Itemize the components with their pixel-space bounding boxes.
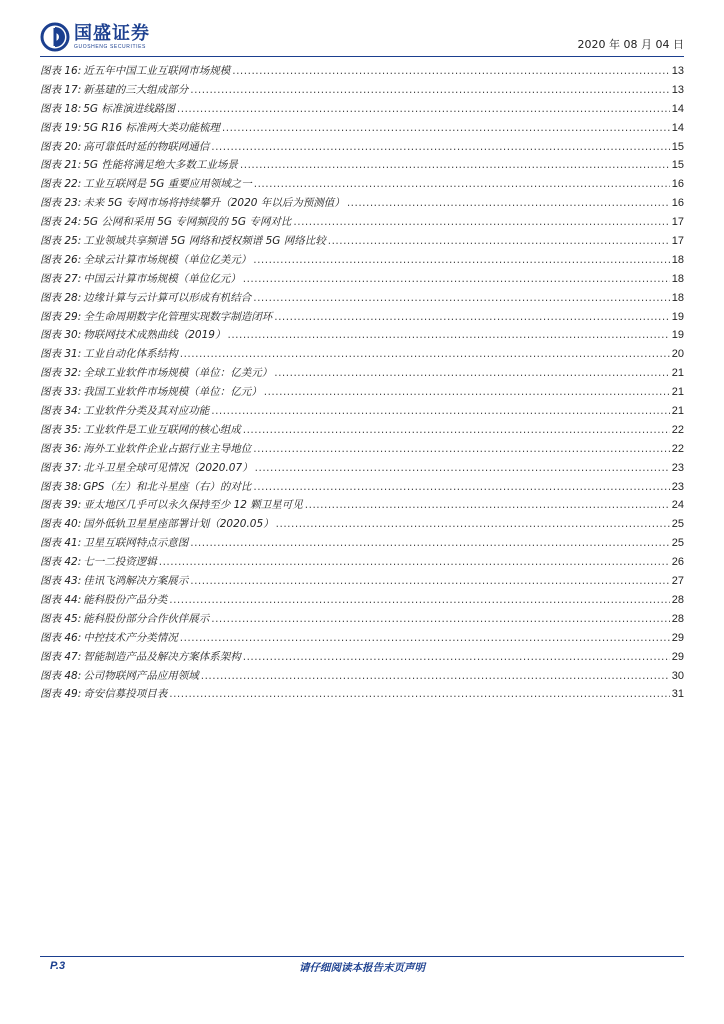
dot-leader [190, 534, 670, 553]
figure-list-item[interactable] [40, 515, 684, 534]
figure-list-item[interactable] [40, 175, 684, 194]
figure-list-item[interactable] [40, 459, 684, 478]
figure-title: 佳讯飞鸿解决方案展示 [83, 575, 189, 588]
figure-page-number: 21 [671, 386, 684, 399]
figure-list-item[interactable] [40, 364, 684, 383]
figure-list-item[interactable] [40, 383, 684, 402]
brand-logo [40, 22, 150, 52]
figure-title: 未来 5G 专网市场将持续攀升（2020 年以后为预测值） [83, 197, 345, 210]
figure-title: 工业软件是工业互联网的核心组成 [83, 423, 241, 436]
figure-list-item[interactable] [40, 667, 684, 686]
figure-title: 亚太地区几乎可以永久保持至少 12 颗卫星可见 [83, 499, 303, 512]
figure-title: 全球云计算市场规模（单位亿美元） [83, 253, 252, 266]
figure-list-item[interactable] [40, 289, 684, 308]
figure-page-number: 13 [671, 83, 684, 96]
figure-number: 图表 41: [40, 537, 82, 550]
figure-title: 卫星互联网特点示意图 [83, 537, 189, 550]
figure-number: 图表 44: [40, 593, 82, 606]
figure-list-item[interactable] [40, 629, 684, 648]
dot-leader [253, 289, 670, 308]
figure-page-number: 18 [671, 291, 684, 304]
figure-list-item[interactable] [40, 534, 684, 553]
figure-page-number: 19 [671, 329, 684, 342]
figure-number: 图表 24: [40, 216, 82, 229]
dot-leader [254, 175, 670, 194]
figure-number: 图表 34: [40, 405, 82, 418]
figure-number: 图表 32: [40, 367, 82, 380]
figure-number: 图表 21: [40, 159, 82, 172]
dot-leader [253, 440, 670, 459]
figure-page-number: 26 [671, 556, 684, 569]
figure-number: 图表 37: [40, 461, 82, 474]
dot-leader [211, 138, 670, 157]
figure-page-number: 22 [671, 423, 684, 436]
figure-list-item[interactable] [40, 194, 684, 213]
header-divider [40, 56, 684, 57]
figure-title: 中国云计算市场规模（单位亿元） [83, 272, 241, 285]
dot-leader [253, 251, 670, 270]
figure-page-number: 15 [671, 140, 684, 153]
figure-page-number: 13 [671, 65, 684, 77]
dot-leader [180, 629, 670, 648]
figure-number: 图表 23: [40, 197, 82, 210]
figure-number: 图表 29: [40, 310, 82, 323]
figure-page-number: 18 [671, 253, 684, 266]
dot-leader [180, 345, 670, 364]
figure-page-number: 19 [671, 310, 684, 323]
figure-page-number: 22 [671, 442, 684, 455]
figure-page-number: 16 [671, 178, 684, 191]
figure-page-number: 29 [671, 631, 684, 644]
figure-list-item[interactable] [40, 478, 684, 497]
figure-title: 国外低轨卫星星座部署计划（2020.05） [83, 518, 274, 531]
footer-divider [40, 956, 684, 957]
figure-list-item[interactable] [40, 270, 684, 289]
figure-number: 图表 40: [40, 518, 82, 531]
dot-leader [347, 194, 670, 213]
figure-title: 全球工业软件市场规模（单位：亿美元） [83, 367, 273, 380]
figure-title: 七一二投资逻辑 [83, 556, 157, 569]
figure-page-number: 29 [671, 650, 684, 663]
dot-leader [211, 402, 670, 421]
figure-number: 图表 45: [40, 612, 82, 625]
figure-number: 图表 39: [40, 499, 82, 512]
figure-number: 图表 25: [40, 235, 82, 248]
figure-number: 图表 20: [40, 140, 82, 153]
figure-number: 图表 19: [40, 121, 82, 134]
dot-leader [274, 364, 670, 383]
figure-number: 图表 28: [40, 291, 82, 304]
dot-leader [201, 667, 670, 686]
figure-number: 图表 42: [40, 556, 82, 569]
figure-list-item[interactable] [40, 685, 684, 704]
figure-page-number: 20 [671, 348, 684, 361]
figure-page-number: 21 [671, 367, 684, 380]
figure-page-number: 23 [671, 461, 684, 474]
figure-title: 物联网技术成熟曲线（2019） [83, 329, 226, 342]
figure-number: 图表 46: [40, 631, 82, 644]
figure-number: 图表 18: [40, 102, 82, 115]
figure-list-item[interactable] [40, 81, 684, 100]
figure-page-number: 28 [671, 612, 684, 625]
figure-title: 5G 性能将满足绝大多数工业场景 [83, 159, 238, 172]
figure-page-number: 31 [671, 688, 684, 701]
dot-leader [222, 119, 670, 138]
figure-title: 5G R16 标准两大类功能梳理 [83, 121, 220, 134]
figure-page-number: 23 [671, 480, 684, 493]
figure-title: 高可靠低时延的物联网通信 [83, 140, 210, 153]
figure-title: 全生命周期数字化管理实现数字制造闭环 [83, 310, 273, 323]
disclaimer-note: 请仔细阅读本报告末页声明 [299, 962, 425, 974]
dot-leader [274, 308, 670, 327]
dot-leader [159, 553, 670, 572]
figure-list-item[interactable] [40, 440, 684, 459]
figure-number: 图表 48: [40, 669, 82, 682]
figure-title: 新基建的三大组成部分 [83, 83, 189, 96]
report-date: 2020 年 08 月 04 日 [577, 38, 684, 51]
figure-title: 5G 公网和采用 5G 专网频段的 5G 专网对比 [83, 216, 292, 229]
dot-leader [169, 685, 670, 704]
figure-page-number: 27 [671, 575, 684, 588]
figure-list-item[interactable] [40, 553, 684, 572]
figure-list-item[interactable] [40, 591, 684, 610]
figure-list-item[interactable] [40, 610, 684, 629]
figure-title: 工业自动化体系结构 [83, 348, 178, 361]
dot-leader [240, 156, 670, 175]
figure-list-item[interactable] [40, 138, 684, 157]
figure-list-item[interactable] [40, 62, 684, 81]
figure-list-item[interactable] [40, 251, 684, 270]
dot-leader [328, 232, 670, 251]
figure-number: 图表 27: [40, 272, 82, 285]
figure-number: 图表 43: [40, 575, 82, 588]
figure-list-item[interactable] [40, 421, 684, 440]
figure-title: 奇安信募投项目表 [83, 688, 168, 701]
figure-number: 图表 47: [40, 650, 82, 663]
figure-title: GPS（左）和北斗星座（右）的对比 [83, 480, 252, 493]
figure-title: 工业软件分类及其对应功能 [83, 405, 210, 418]
figure-title: 工业互联网是 5G 重要应用领域之一 [83, 178, 252, 191]
figure-title: 能科股份产品分类 [83, 593, 168, 606]
page-number: P.3 [50, 960, 66, 972]
figure-number: 图表 30: [40, 329, 82, 342]
figure-number: 图表 36: [40, 442, 82, 455]
figure-page-number: 18 [671, 272, 684, 285]
dot-leader [243, 648, 670, 667]
figure-number: 图表 16: [40, 65, 82, 77]
dot-leader [293, 213, 669, 232]
figure-number: 图表 35: [40, 423, 82, 436]
figure-title: 5G 标准演进线路图 [83, 102, 175, 115]
figure-page-number: 14 [671, 121, 684, 134]
dot-leader [177, 100, 670, 119]
figure-page-number: 21 [671, 405, 684, 418]
figure-number: 图表 26: [40, 253, 82, 266]
figure-page-number: 30 [671, 669, 684, 682]
figure-page-number: 28 [671, 593, 684, 606]
dot-leader [253, 478, 669, 497]
figure-list-item[interactable] [40, 308, 684, 327]
figure-number: 图表 33: [40, 386, 82, 399]
figure-page-number: 15 [671, 159, 684, 172]
figure-list-item[interactable] [40, 345, 684, 364]
figure-page-number: 17 [671, 216, 684, 229]
figure-page-number: 14 [671, 102, 684, 115]
figure-list-item[interactable] [40, 100, 684, 119]
figure-title: 北斗卫星全球可见情况（2020.07） [83, 461, 253, 474]
dot-leader [232, 62, 670, 81]
figure-list-item[interactable] [40, 496, 684, 515]
dot-leader [243, 421, 670, 440]
figure-title: 近五年中国工业互联网市场规模 [83, 65, 231, 77]
dot-leader [211, 610, 670, 629]
figure-list-item[interactable] [40, 232, 684, 251]
figure-number: 图表 38: [40, 480, 82, 493]
figure-title: 我国工业软件市场规模（单位：亿元） [83, 386, 262, 399]
dot-leader [276, 515, 670, 534]
dot-leader [169, 591, 670, 610]
figure-title: 工业领域共享频谱 5G 网络和授权频谱 5G 网络比较 [83, 235, 326, 248]
brand-name-en: GUOSHENG SECURITIES [74, 43, 146, 50]
dot-leader [255, 459, 670, 478]
brand-name: 国盛证券 [74, 22, 150, 44]
figure-title: 中控技术产分类情况 [83, 631, 178, 644]
dot-leader [227, 326, 669, 345]
figure-page-number: 16 [671, 197, 684, 210]
figure-page-number: 25 [671, 518, 684, 531]
figure-title: 海外工业软件企业占据行业主导地位 [83, 442, 252, 455]
figure-list-item[interactable] [40, 213, 684, 232]
figure-title: 边缘计算与云计算可以形成有机结合 [83, 291, 252, 304]
page-header [40, 22, 684, 52]
figure-page-number: 17 [671, 235, 684, 248]
figure-title: 能科股份部分合作伙伴展示 [83, 612, 210, 625]
figure-number: 图表 49: [40, 688, 82, 701]
figure-title: 智能制造产品及解决方案体系架构 [83, 650, 241, 663]
figure-page-number: 25 [671, 537, 684, 550]
figure-list-item[interactable] [40, 648, 684, 667]
dot-leader [190, 81, 670, 100]
dot-leader [190, 572, 670, 591]
figure-list-item[interactable] [40, 119, 684, 138]
dot-leader [264, 383, 670, 402]
dot-leader [243, 270, 670, 289]
figure-page-number: 24 [671, 499, 684, 512]
figure-number: 图表 31: [40, 348, 82, 361]
figure-list-item[interactable] [40, 326, 684, 345]
figure-list-item[interactable] [40, 572, 684, 591]
brand-logo-icon [40, 22, 70, 52]
figure-title: 公司物联网产品应用领域 [83, 669, 199, 682]
figure-number: 图表 17: [40, 83, 82, 96]
dot-leader [305, 496, 670, 515]
figure-list-item[interactable] [40, 402, 684, 421]
figure-number: 图表 22: [40, 178, 82, 191]
figure-list [40, 62, 684, 704]
figure-list-item[interactable] [40, 156, 684, 175]
